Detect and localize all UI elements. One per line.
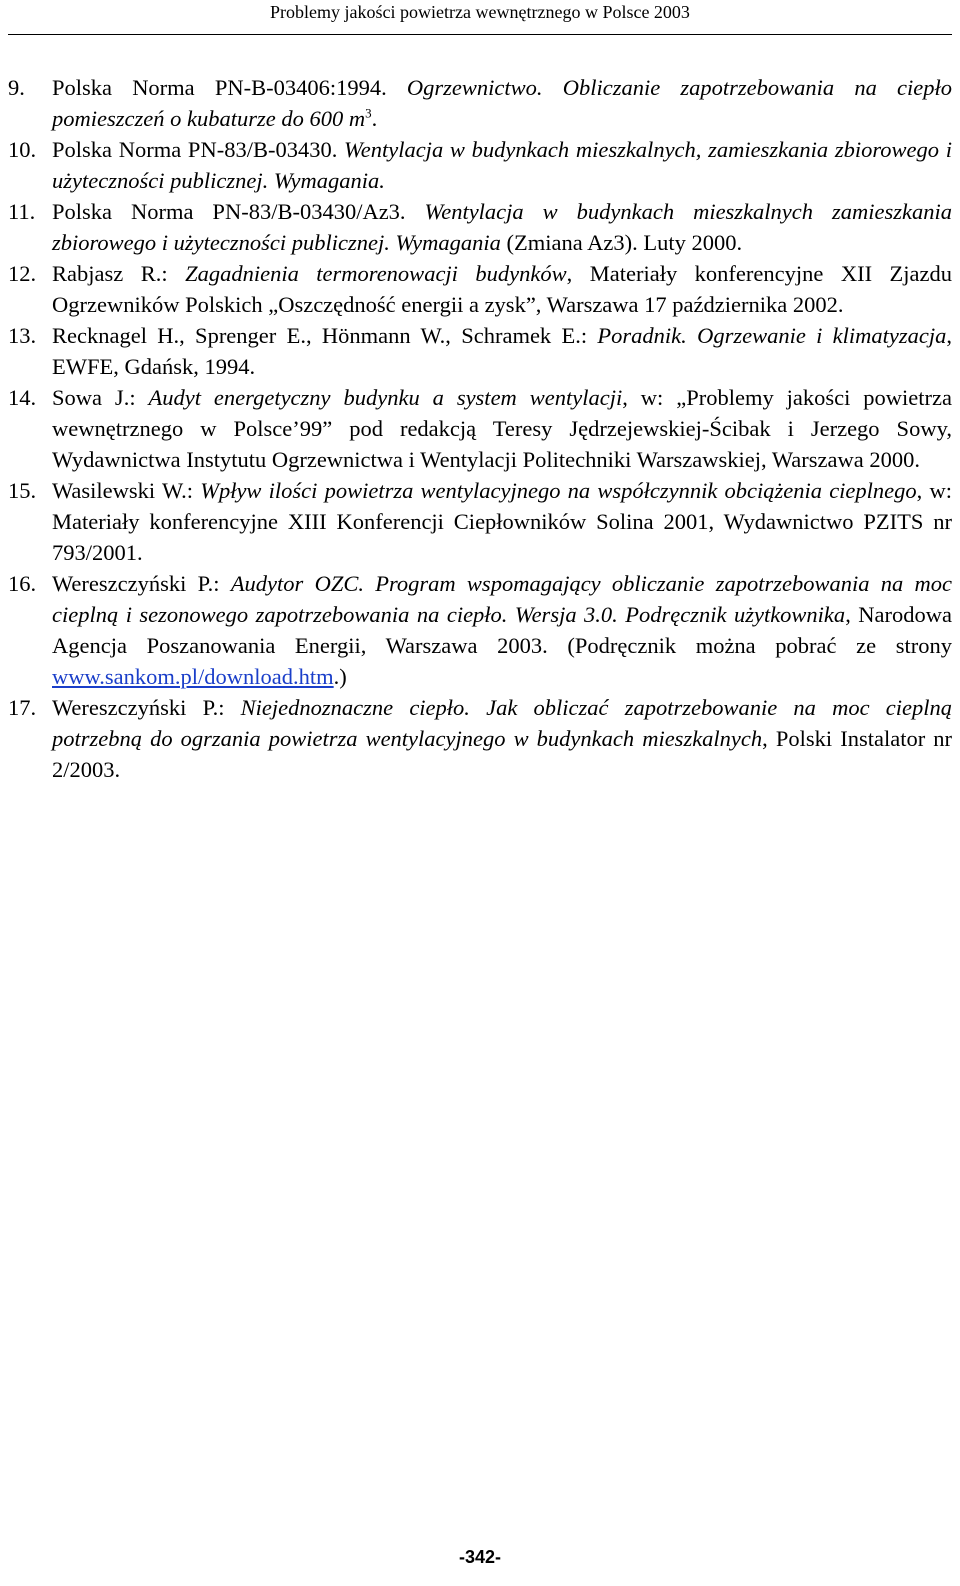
reference-item [8,320,952,382]
reference-number: 13. [8,323,37,348]
download-link[interactable]: www.sankom.pl/download.htm [52,664,334,689]
reference-text [52,475,952,568]
reference-item [8,382,952,475]
reference-detail: Wereszczyński P.: [52,695,241,720]
reference-title: Ogrzewnictwo. Obliczanie zapotrzebowania na ciepło pomieszczeń o kubaturze do 600 m [52,75,952,131]
reference-text [52,568,952,692]
reference-title: Audytor OZC. Program wspomagający obliczanie zapotrzebowania na moc cieplną i sezonowego zapotrzebowania na ciepło. Wersja 3.0. Podręcznik użytkownika [52,571,952,627]
reference-detail: , Narodowa Agencja Poszanowania Energii, Warszawa 2003. (Podręcznik można pobrać ze strony [52,602,952,658]
reference-title: Wpływ ilości powietrza wentylacyjnego na współczynnik obciążenia cieplnego [200,478,917,503]
reference-text [52,258,952,320]
reference-number: 11. [8,199,36,224]
reference-detail: , w: Materiały konferencyjne XIII Konferencji Ciepłowników Solina 2001, Wydawnictwo PZITS nr 793/2001. [52,478,952,565]
reference-detail: Wasilewski W.: [52,478,201,503]
reference-text [52,134,952,196]
reference-list [8,72,952,785]
reference-detail: Polska Norma PN-83/B-03430/Az3. [52,199,425,224]
reference-item [8,475,952,568]
reference-detail: .) [333,664,347,689]
reference-item [8,258,952,320]
reference-detail: , w: „Problemy jakości powietrza wewnętrznego w Polsce’99” pod redakcją Teresy Jędrzejewskiej-Ścibak i Jerzego Sowy, Wydawnictwa Instytutu Ogrzewnictwa i Wentylacji Politechniki Warszawskiej, Warszawa 2000. [52,385,953,472]
reference-item [8,134,952,196]
reference-text [52,72,952,134]
reference-number: 16. [8,571,37,596]
reference-number: 10. [8,137,37,162]
reference-title: Zagadnienia termorenowacji budynków [185,261,567,286]
reference-detail: Polska Norma PN-B-03406:1994. [52,75,407,100]
reference-detail: Wereszczyński P.: [52,571,231,596]
reference-detail: Polska Norma PN-83/B-03430. [52,137,345,162]
reference-item [8,568,952,692]
header-divider [8,34,952,35]
running-header: Problemy jakości powietrza wewnętrznego w Polsce 2003 [270,2,690,22]
reference-detail: , EWFE, Gdańsk, 1994. [52,323,953,379]
reference-detail: Recknagel H., Sprenger E., Hönmann W., Schramek E.: [52,323,598,348]
reference-item [8,72,952,134]
reference-detail: (Zmiana Az3). Luty 2000. [500,230,743,255]
reference-detail: Rabjasz R.: [52,261,186,286]
reference-title: Wentylacja w budynkach mieszkalnych, zamieszkania zbiorowego i użyteczności publicznej. Wymagania. [52,137,952,193]
reference-number: 15. [8,478,37,503]
reference-text [52,320,952,382]
reference-detail: . [371,106,378,131]
reference-number: 12. [8,261,37,286]
reference-title: Audyt energetyczny budynku a system wentylacji [148,385,623,410]
reference-title: Poradnik. Ogrzewanie i klimatyzacja [597,323,947,348]
reference-title: Niejednoznaczne ciepło. Jak obliczać zapotrzebowanie na moc cieplną potrzebną do ogrzania powietrza wentylacyjnego w budynkach mieszkalnych [52,695,952,751]
reference-title: Wentylacja w budynkach mieszkalnych zamieszkania zbiorowego i użyteczności publicznej. Wymagania [52,199,952,255]
superscript: 3 [365,105,372,121]
reference-text [52,196,952,258]
reference-number: 17. [8,695,37,720]
reference-detail: Sowa J.: [52,385,149,410]
reference-item [8,692,952,785]
reference-text [52,692,952,785]
reference-text [52,382,952,475]
page-number: -342- [458,1547,502,1567]
reference-item [8,196,952,258]
reference-number: 9. [8,75,25,100]
reference-number: 14. [8,385,37,410]
reference-detail: , Materiały konferencyjne XII Zjazdu Ogrzewników Polskich „Oszczędność energii a zysk”, Warszawa 17 października 2002. [52,261,952,317]
reference-detail: , Polski Instalator nr 2/2003. [52,726,953,782]
